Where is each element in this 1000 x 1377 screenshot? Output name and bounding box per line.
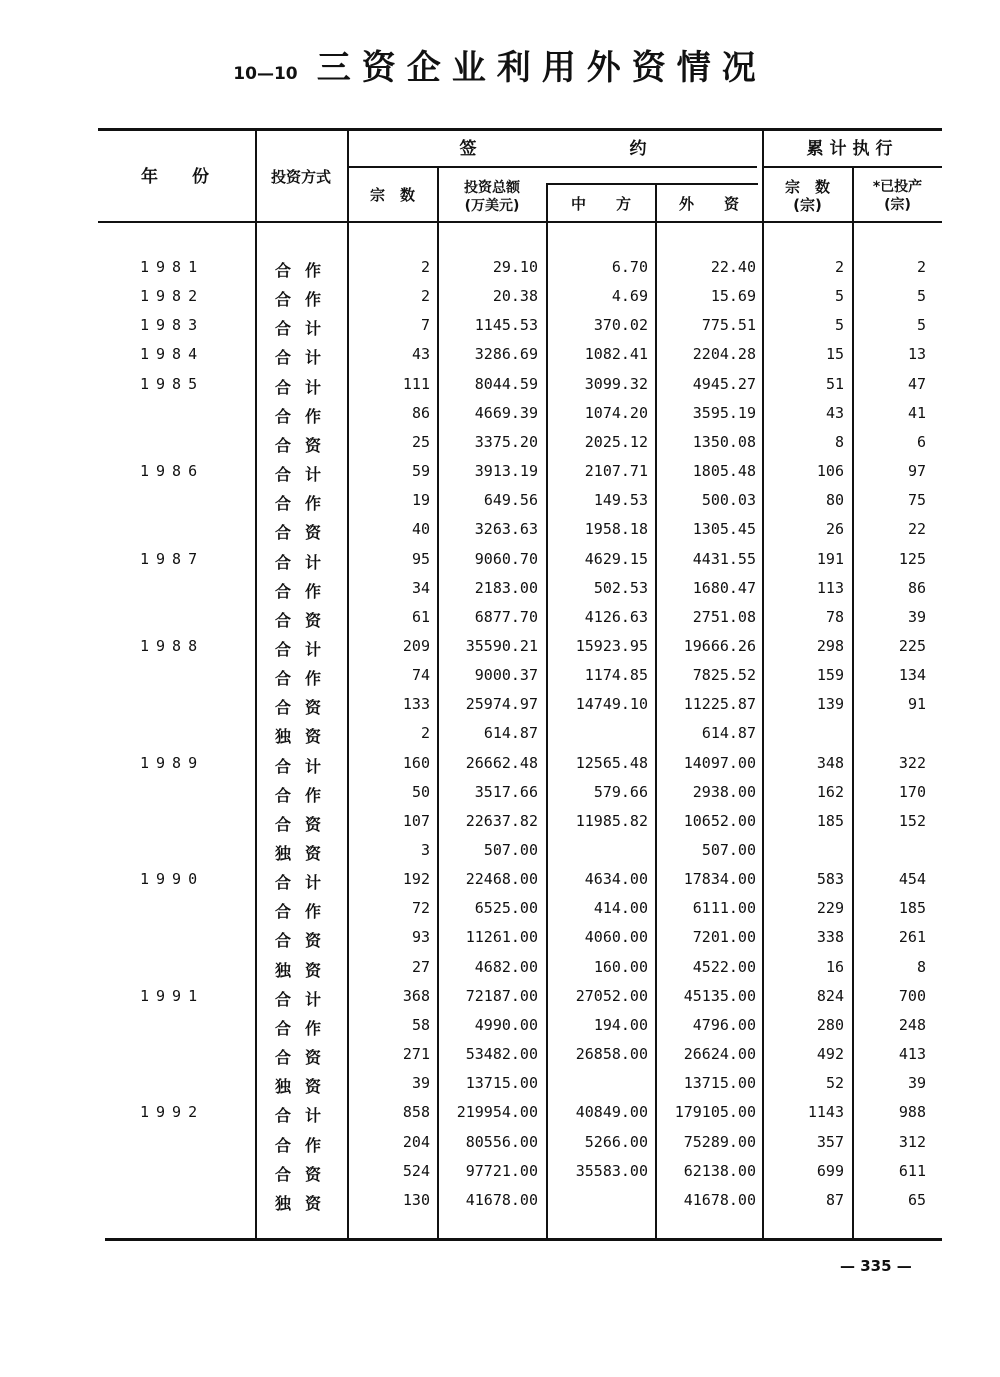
in-production-cell: 75 (907, 491, 926, 510)
chinese-cell: 1074.20 (584, 403, 648, 422)
count-cell: 93 (411, 928, 430, 947)
foreign-cell: 179105.00 (674, 1103, 756, 1122)
method-cell: 合资 (275, 523, 336, 543)
total-cell: 97721.00 (465, 1161, 538, 1180)
foreign-cell: 2204.28 (692, 345, 756, 364)
cum-count-cell: 357 (816, 1132, 844, 1151)
method-cell: 合作 (275, 406, 336, 426)
cum-count-cell: 338 (816, 928, 844, 947)
year-cell: 1981 (140, 258, 205, 276)
chinese-cell: 2107.71 (584, 462, 648, 481)
in-production-cell: 65 (907, 1190, 926, 1209)
in-production-cell: 13 (907, 345, 926, 364)
method-cell: 合作 (275, 494, 336, 514)
total-cell: 25974.97 (465, 695, 538, 714)
total-cell: 649.56 (483, 491, 538, 510)
year-cell: 1989 (140, 753, 205, 772)
total-cell: 4682.00 (474, 957, 538, 976)
in-production-cell: 611 (898, 1161, 926, 1180)
foreign-cell: 19666.26 (683, 636, 756, 655)
in-production-cell: 39 (907, 607, 926, 626)
foreign-cell: 1305.45 (692, 520, 756, 539)
total-cell: 22637.82 (465, 811, 538, 830)
method-cell: 合作 (275, 902, 336, 922)
method-cell: 合作 (275, 581, 336, 601)
count-cell: 111 (402, 374, 430, 393)
count-cell: 2 (420, 258, 430, 276)
header-chinese: 中 方 (570, 195, 631, 213)
header-cumulative: 累计执行 (806, 139, 899, 159)
method-cell: 合作 (275, 1135, 336, 1155)
chinese-cell: 4634.00 (584, 870, 648, 889)
method-cell: 独资 (275, 960, 336, 980)
year-cell: 1987 (140, 549, 205, 568)
total-cell: 3913.19 (474, 462, 538, 481)
method-cell: 合资 (275, 814, 336, 834)
cum-count-cell: 824 (816, 986, 844, 1005)
in-production-cell: 86 (907, 578, 926, 597)
count-cell: 133 (402, 695, 430, 714)
chinese-cell: 1174.85 (584, 666, 648, 685)
year-cell: 1986 (140, 462, 205, 481)
total-cell: 219954.00 (456, 1103, 538, 1122)
cum-count-cell: 87 (825, 1190, 844, 1209)
total-cell: 11261.00 (465, 928, 538, 947)
count-cell: 58 (411, 1015, 430, 1034)
chinese-cell: 3099.32 (584, 374, 648, 393)
foreign-cell: 14097.00 (683, 753, 756, 772)
total-cell: 2183.00 (474, 578, 538, 597)
count-cell: 19 (411, 491, 430, 510)
count-cell: 86 (411, 403, 430, 422)
cum-count-cell: 52 (825, 1074, 844, 1093)
method-cell: 合资 (275, 698, 336, 718)
in-production-cell: 988 (898, 1103, 926, 1122)
method-cell: 合计 (275, 639, 336, 659)
year-cell: 1990 (140, 870, 205, 889)
in-production-cell: 5 (916, 316, 926, 335)
in-production-cell: 91 (907, 695, 926, 714)
in-production-cell: 39 (907, 1074, 926, 1093)
cum-count-cell: 5 (834, 316, 844, 335)
cum-count-cell: 139 (816, 695, 844, 714)
chinese-foreign-rule (546, 183, 758, 185)
in-production-cell: 454 (898, 870, 926, 889)
method-cell: 合计 (275, 873, 336, 893)
chinese-cell: 26858.00 (575, 1045, 648, 1064)
year-cell: 1985 (140, 374, 205, 393)
header-total: 投资总额 (万美元) (464, 180, 520, 214)
in-production-cell: 134 (898, 666, 926, 685)
year-cell: 1983 (140, 316, 205, 335)
method-cell: 合资 (275, 1048, 336, 1068)
method-cell: 合计 (275, 1106, 336, 1126)
chinese-cell: 4.69 (611, 287, 648, 306)
table-number: 10—10 (233, 64, 298, 84)
cum-count-cell: 348 (816, 753, 844, 772)
foreign-cell: 1805.48 (692, 462, 756, 481)
method-cell: 独资 (275, 1193, 336, 1213)
year-cell: 1992 (140, 1103, 205, 1122)
cum-count-cell: 5 (834, 287, 844, 306)
cum-count-cell: 159 (816, 666, 844, 685)
foreign-cell: 7825.52 (692, 666, 756, 685)
chinese-cell: 160.00 (593, 957, 648, 976)
cum-count-cell: 492 (816, 1045, 844, 1064)
method-cell: 合计 (275, 465, 336, 485)
method-cell: 独资 (275, 1077, 336, 1097)
method-cell: 独资 (275, 844, 336, 863)
chinese-cell: 35583.00 (575, 1161, 648, 1180)
foreign-cell: 13715.00 (683, 1074, 756, 1093)
in-production-cell: 225 (898, 636, 926, 655)
total-cell: 6877.70 (474, 607, 538, 626)
total-cell: 3517.66 (474, 782, 538, 801)
total-cell: 41678.00 (465, 1190, 538, 1209)
foreign-cell: 507.00 (701, 841, 756, 859)
total-cell: 9060.70 (474, 549, 538, 568)
count-cell: 59 (411, 462, 430, 481)
count-cell: 74 (411, 666, 430, 685)
chinese-cell: 27052.00 (575, 986, 648, 1005)
cum-count-cell: 15 (825, 345, 844, 364)
cum-count-cell: 8 (834, 432, 844, 451)
cum-count-cell: 583 (816, 870, 844, 889)
header-in-production: *已投产 (宗) (872, 179, 923, 213)
in-production-cell: 185 (898, 899, 926, 918)
method-cell: 合作 (275, 1018, 336, 1038)
in-production-cell: 248 (898, 1015, 926, 1034)
count-cell: 95 (411, 549, 430, 568)
chinese-cell: 579.66 (593, 782, 648, 801)
foreign-cell: 775.51 (701, 316, 756, 335)
foreign-cell: 4796.00 (692, 1015, 756, 1034)
total-cell: 22468.00 (465, 870, 538, 889)
foreign-cell: 3595.19 (692, 403, 756, 422)
chinese-cell: 15923.95 (575, 636, 648, 655)
table-title: 三资企业利用外资情况 (316, 48, 767, 88)
count-cell: 27 (411, 957, 430, 976)
cum-count-cell: 2 (834, 258, 844, 276)
count-cell: 40 (411, 520, 430, 539)
foreign-cell: 75289.00 (683, 1132, 756, 1151)
in-production-cell: 8 (916, 957, 926, 976)
total-cell: 6525.00 (474, 899, 538, 918)
count-cell: 271 (402, 1045, 430, 1064)
total-cell: 80556.00 (465, 1132, 538, 1151)
count-cell: 43 (411, 345, 430, 364)
count-cell: 209 (402, 636, 430, 655)
chinese-cell: 6.70 (611, 258, 648, 276)
in-production-cell: 97 (907, 462, 926, 481)
chinese-cell: 11985.82 (575, 811, 648, 830)
count-cell: 34 (411, 578, 430, 597)
total-cell: 3263.63 (474, 520, 538, 539)
method-cell: 合计 (275, 319, 336, 339)
foreign-cell: 2751.08 (692, 607, 756, 626)
in-production-cell: 6 (916, 432, 926, 451)
in-production-cell: 413 (898, 1045, 926, 1064)
count-cell: 130 (402, 1190, 430, 1209)
foreign-cell: 614.87 (701, 724, 756, 743)
cum-count-cell: 106 (816, 462, 844, 481)
chinese-cell: 1958.18 (584, 520, 648, 539)
count-cell: 204 (402, 1132, 430, 1151)
count-cell: 368 (402, 986, 430, 1005)
signed-underline (347, 166, 757, 168)
in-production-cell: 700 (898, 986, 926, 1005)
method-cell: 合资 (275, 931, 336, 951)
foreign-cell: 10652.00 (683, 811, 756, 830)
count-cell: 107 (402, 811, 430, 830)
chinese-cell: 149.53 (593, 491, 648, 510)
count-cell: 192 (402, 870, 430, 889)
method-cell: 合计 (275, 377, 336, 397)
method-cell: 合作 (275, 290, 336, 310)
cum-count-cell: 185 (816, 811, 844, 830)
in-production-cell: 125 (898, 549, 926, 568)
count-cell: 160 (402, 753, 430, 772)
cum-count-cell: 51 (825, 374, 844, 393)
count-cell: 524 (402, 1161, 430, 1180)
method-cell: 合计 (275, 989, 336, 1009)
in-production-cell: 170 (898, 782, 926, 801)
foreign-cell: 11225.87 (683, 695, 756, 714)
total-cell: 1145.53 (474, 316, 538, 335)
count-cell: 50 (411, 782, 430, 801)
foreign-cell: 45135.00 (683, 986, 756, 1005)
method-cell: 合资 (275, 1164, 336, 1184)
year-cell: 1982 (140, 287, 205, 306)
cum-count-cell: 280 (816, 1015, 844, 1034)
page-number: — 335 — (840, 1257, 912, 1275)
header-year: 年 份 (141, 167, 209, 187)
foreign-cell: 500.03 (701, 491, 756, 510)
total-cell: 8044.59 (474, 374, 538, 393)
foreign-cell: 6111.00 (692, 899, 756, 918)
cum-count-cell: 1143 (807, 1103, 844, 1122)
total-cell: 3286.69 (474, 345, 538, 364)
table-bottom-rule (105, 1238, 942, 1241)
chinese-cell: 1082.41 (584, 345, 648, 364)
count-cell: 2 (420, 287, 430, 306)
count-cell: 7 (420, 316, 430, 335)
count-cell: 39 (411, 1074, 430, 1093)
in-production-cell: 322 (898, 753, 926, 772)
chinese-cell: 4126.63 (584, 607, 648, 626)
total-cell: 29.10 (492, 258, 538, 276)
chinese-cell: 14749.10 (575, 695, 648, 714)
count-cell: 3 (420, 841, 430, 859)
foreign-cell: 26624.00 (683, 1045, 756, 1064)
chinese-cell: 40849.00 (575, 1103, 648, 1122)
total-cell: 20.38 (492, 287, 538, 306)
foreign-cell: 22.40 (710, 258, 756, 276)
foreign-cell: 2938.00 (692, 782, 756, 801)
year-cell: 1991 (140, 986, 205, 1005)
total-cell: 53482.00 (465, 1045, 538, 1064)
total-cell: 26662.48 (465, 753, 538, 772)
cum-count-cell: 78 (825, 607, 844, 626)
method-cell: 合作 (275, 785, 336, 805)
foreign-cell: 15.69 (710, 287, 756, 306)
count-cell: 2 (420, 724, 430, 743)
foreign-cell: 7201.00 (692, 928, 756, 947)
total-cell: 4669.39 (474, 403, 538, 422)
cum-count-cell: 43 (825, 403, 844, 422)
total-cell: 4990.00 (474, 1015, 538, 1034)
foreign-cell: 62138.00 (683, 1161, 756, 1180)
foreign-cell: 17834.00 (683, 870, 756, 889)
chinese-cell: 370.02 (593, 316, 648, 335)
header-foreign: 外 资 (678, 195, 739, 213)
header-count: 宗 数 (369, 186, 415, 204)
method-cell: 独资 (275, 727, 336, 747)
chinese-cell: 194.00 (593, 1015, 648, 1034)
foreign-cell: 1680.47 (692, 578, 756, 597)
method-cell: 合作 (275, 669, 336, 689)
in-production-cell: 22 (907, 520, 926, 539)
method-cell: 合作 (275, 261, 336, 280)
total-cell: 507.00 (483, 841, 538, 859)
foreign-cell: 4945.27 (692, 374, 756, 393)
table-top-rule (98, 128, 942, 131)
header-method: 投资方式 (270, 168, 331, 186)
method-cell: 合计 (275, 552, 336, 572)
method-cell: 合计 (275, 756, 336, 776)
total-cell: 3375.20 (474, 432, 538, 451)
year-cell: 1984 (140, 345, 205, 364)
total-cell: 35590.21 (465, 636, 538, 655)
cum-count-cell: 16 (825, 957, 844, 976)
total-cell: 13715.00 (465, 1074, 538, 1093)
method-cell: 合资 (275, 435, 336, 455)
method-cell: 合资 (275, 610, 336, 630)
chinese-cell: 502.53 (593, 578, 648, 597)
count-cell: 858 (402, 1103, 430, 1122)
in-production-cell: 2 (916, 258, 926, 276)
cum-count-cell: 191 (816, 549, 844, 568)
count-cell: 72 (411, 899, 430, 918)
chinese-cell: 4629.15 (584, 549, 648, 568)
chinese-cell: 414.00 (593, 899, 648, 918)
method-cell: 合计 (275, 348, 336, 368)
in-production-cell: 47 (907, 374, 926, 393)
foreign-cell: 4522.00 (692, 957, 756, 976)
in-production-cell: 152 (898, 811, 926, 830)
count-cell: 61 (411, 607, 430, 626)
count-cell: 25 (411, 432, 430, 451)
year-cell: 1988 (140, 636, 205, 655)
header-signed: 签 约 (459, 139, 647, 159)
in-production-cell: 5 (916, 287, 926, 306)
cum-count-cell: 26 (825, 520, 844, 539)
col-divider (255, 130, 257, 1238)
foreign-cell: 41678.00 (683, 1190, 756, 1209)
chinese-cell: 2025.12 (584, 432, 648, 451)
cum-count-cell: 113 (816, 578, 844, 597)
cum-count-cell: 229 (816, 899, 844, 918)
total-cell: 614.87 (483, 724, 538, 743)
header-cum-count: 宗 数 (宗) (784, 178, 830, 214)
cum-count-cell: 162 (816, 782, 844, 801)
total-cell: 9000.37 (474, 666, 538, 685)
cum-count-cell: 298 (816, 636, 844, 655)
chinese-cell: 12565.48 (575, 753, 648, 772)
chinese-cell: 4060.00 (584, 928, 648, 947)
in-production-cell: 41 (907, 403, 926, 422)
cum-count-cell: 80 (825, 491, 844, 510)
foreign-cell: 4431.55 (692, 549, 756, 568)
chinese-cell: 5266.00 (584, 1132, 648, 1151)
in-production-cell: 261 (898, 928, 926, 947)
foreign-cell: 1350.08 (692, 432, 756, 451)
cum-count-cell: 699 (816, 1161, 844, 1180)
in-production-cell: 312 (898, 1132, 926, 1151)
page-title (0, 40, 1000, 89)
total-cell: 72187.00 (465, 986, 538, 1005)
header-bottom-rule (98, 221, 942, 223)
